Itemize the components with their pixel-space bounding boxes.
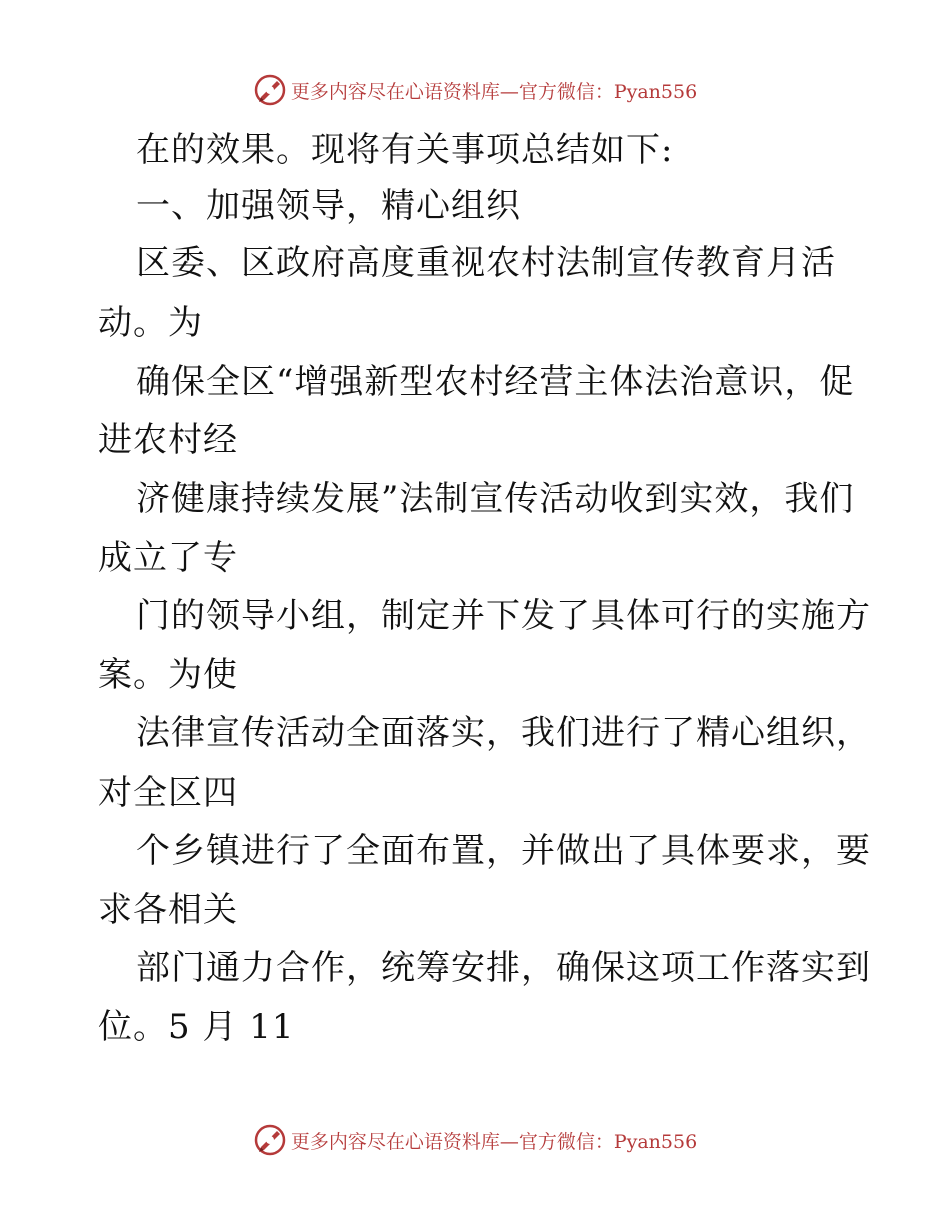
pen-logo-icon: [253, 73, 287, 107]
paragraph-line: 济健康持续发展”法制宣传活动收到实效，我们: [136, 479, 855, 519]
paragraph-line: 法律宣传活动全面落实，我们进行了精心组织，: [136, 713, 871, 753]
header-banner: [0, 70, 950, 110]
footer-banner-text: 更多内容尽在心语资料库—官方微信：Pyan556: [290, 1130, 698, 1153]
section-heading: 一、加强领导，精心组织: [136, 186, 521, 226]
paragraph-line: 个乡镇进行了全面布置，并做出了具体要求，要: [136, 831, 871, 871]
paragraph-line: 成立了专: [98, 538, 238, 578]
paragraph-line: 区委、区政府高度重视农村法制宣传教育月活: [136, 243, 836, 283]
paragraph-line: 确保全区“增强新型农村经营主体法治意识，促: [136, 362, 855, 402]
pen-logo-icon: [253, 1123, 287, 1157]
footer-banner: [0, 1120, 950, 1160]
paragraph-line: 动。为: [98, 303, 203, 343]
paragraph-line: 位。5 月 11: [98, 1007, 295, 1047]
paragraph-line: 进农村经: [98, 420, 238, 460]
paragraph-line: 在的效果。现将有关事项总结如下:: [136, 130, 674, 170]
paragraph-line: 门的领导小组，制定并下发了具体可行的实施方: [136, 596, 871, 636]
paragraph-line: 对全区四: [98, 773, 238, 813]
header-banner-text: 更多内容尽在心语资料库—官方微信：Pyan556: [290, 80, 698, 103]
paragraph-line: 部门通力合作，统筹安排，确保这项工作落实到: [136, 948, 871, 988]
paragraph-line: 求各相关: [98, 890, 238, 930]
paragraph-line: 案。为使: [98, 655, 238, 695]
